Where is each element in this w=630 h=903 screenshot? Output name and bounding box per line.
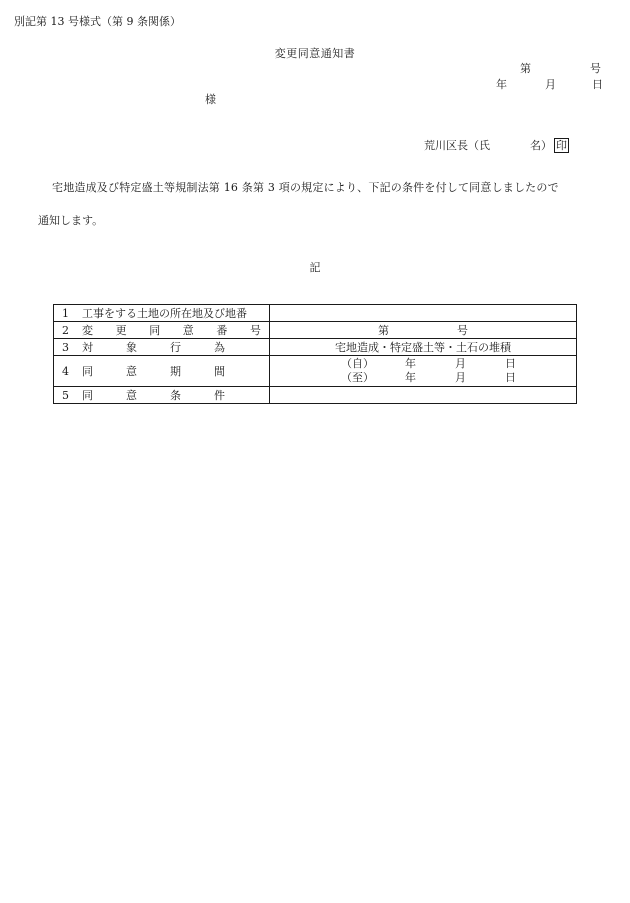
sender-suffix: 名） xyxy=(530,139,552,152)
period-from-year: 年 xyxy=(405,357,416,370)
date-month: 月 xyxy=(545,78,556,91)
row3-label-cell xyxy=(54,339,270,356)
body-text-line-1: 宅地造成及び特定盛土等規制法第 16 条第 3 項の規定により、下記の条件を付して同意しましたので xyxy=(52,181,559,194)
row1-label: 工事をする土地の所在地及び地番 xyxy=(82,307,247,320)
row3-value: 宅地造成・特定盛土等・土石の堆積 xyxy=(335,341,511,354)
row2-label-char: 同 xyxy=(149,324,161,337)
table-row xyxy=(54,322,577,339)
period-from xyxy=(270,357,576,371)
row3-label-char: 対 xyxy=(82,341,93,354)
period-from-day: 日 xyxy=(505,357,516,370)
body-text-line-2: 通知します。 xyxy=(38,214,104,227)
row1-label-cell xyxy=(54,305,270,322)
table-row xyxy=(54,387,577,404)
details-table xyxy=(53,304,577,404)
sender-line xyxy=(424,138,569,153)
row4-label-char: 期 xyxy=(170,365,181,378)
row2-label-cell xyxy=(54,322,270,339)
period-to xyxy=(270,371,576,385)
row4-label-char: 意 xyxy=(126,365,137,378)
period-to-marker: （至） xyxy=(341,371,374,384)
row3-label-char: 為 xyxy=(214,341,225,354)
row2-label-char: 更 xyxy=(115,324,127,337)
row5-label-cell xyxy=(54,387,270,404)
row2-label-char: 号 xyxy=(249,324,261,337)
row2-value-go: 号 xyxy=(457,324,468,337)
doc-number-go: 号 xyxy=(590,62,601,75)
seal-mark: 印 xyxy=(556,139,567,152)
table-row xyxy=(54,339,577,356)
row2-value-dai: 第 xyxy=(378,324,389,337)
ki-heading: 記 xyxy=(309,261,321,274)
row4-number: 4 xyxy=(62,364,69,378)
row2-label-char: 意 xyxy=(182,324,194,337)
row1-value-cell[interactable] xyxy=(270,305,577,322)
period-from-month: 月 xyxy=(455,357,466,370)
row5-label-char: 条 xyxy=(170,389,181,402)
date-day: 日 xyxy=(592,78,603,91)
table-row xyxy=(54,305,577,322)
row1-number: 1 xyxy=(62,306,69,320)
row5-label-char: 同 xyxy=(82,389,93,402)
row4-label-cell xyxy=(54,356,270,387)
row3-label-char: 行 xyxy=(170,341,181,354)
table-row xyxy=(54,356,577,387)
row2-label-char: 変 xyxy=(82,324,93,337)
row5-value-cell[interactable] xyxy=(270,387,577,404)
row3-value-cell[interactable] xyxy=(270,339,577,356)
date-year: 年 xyxy=(496,78,507,91)
period-to-year: 年 xyxy=(405,371,416,384)
row4-value-cell[interactable] xyxy=(270,356,577,387)
row5-number: 5 xyxy=(62,388,69,402)
form-identifier: 別記第 13 号様式（第 9 条関係） xyxy=(14,15,181,28)
row5-label-char: 件 xyxy=(214,389,225,402)
addressee-suffix: 様 xyxy=(205,93,216,106)
row3-number: 3 xyxy=(62,340,69,354)
sender-prefix: 荒川区長（氏 xyxy=(424,139,490,152)
period-to-day: 日 xyxy=(505,371,516,384)
row2-value-cell[interactable] xyxy=(270,322,577,339)
row5-label-char: 意 xyxy=(126,389,137,402)
doc-number-dai: 第 xyxy=(520,62,531,75)
document-title: 変更同意通知書 xyxy=(274,47,356,60)
row4-label-char: 同 xyxy=(82,365,93,378)
row2-number: 2 xyxy=(62,323,69,337)
row4-label-char: 間 xyxy=(214,365,225,378)
row3-label-char: 象 xyxy=(126,341,137,354)
period-from-marker: （自） xyxy=(341,357,374,370)
period-to-month: 月 xyxy=(455,371,466,384)
row2-label-char: 番 xyxy=(216,324,228,337)
